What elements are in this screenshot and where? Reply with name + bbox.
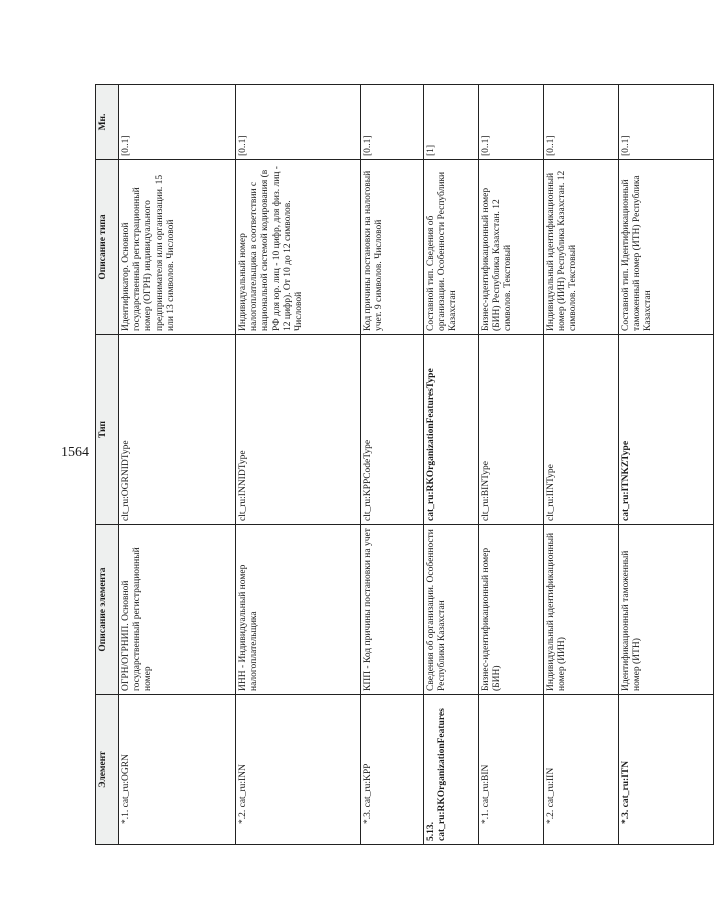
type-cell: clt_ru:IINType: [544, 335, 619, 525]
type-description-cell: Идентификатор. Основной государственный регистрационный номер (ОГРН) индивидуального предпринимателя или организации. 15 или 13 символов. Числовой: [119, 160, 236, 335]
element-cell: *.1. cat_ru:BIN: [479, 695, 544, 845]
multiplicity-cell: [0..1]: [544, 85, 619, 160]
type-cell: clt_ru:INNIDType: [236, 335, 361, 525]
description-cell: КПП - Код причины постановки на учет: [361, 525, 424, 695]
element-cell: *.3. cat_ru:ITN: [619, 695, 714, 845]
table-row: [361, 85, 424, 845]
type-cell: clt_ru:BINType: [479, 335, 544, 525]
type-cell: cat_ru:RKOrganizationFeaturesType: [424, 335, 479, 525]
table-row-group: [424, 85, 479, 845]
rotated-table-area: [95, 85, 654, 845]
element-cell: *.2. cat_ru:INN: [236, 695, 361, 845]
multiplicity-cell: [0..1]: [236, 85, 361, 160]
header-element: Элемент: [96, 695, 119, 845]
header-type: Тип: [96, 335, 119, 525]
table-row: [236, 85, 361, 845]
element-cell: *.1. cat_ru:OGRN: [119, 695, 236, 845]
multiplicity-cell: [0..1]: [361, 85, 424, 160]
type-cell: clt_ru:KPPCodeType: [361, 335, 424, 525]
rotated-table-container: [95, 85, 654, 845]
header-multiplicity: Мн.: [96, 85, 119, 160]
type-description-cell: Составной тип. Сведения об организации. Особенности Республики Казахстан: [424, 160, 479, 335]
header-description: Описание элемента: [96, 525, 119, 695]
description-cell: Идентификационный таможенный номер (ИТН): [619, 525, 714, 695]
description-cell: Сведения об организации. Особенности Республики Казахстан: [424, 525, 479, 695]
type-description-cell: Составной тип. Идентификационный таможенный номер (ИТН) Республика Казахстан: [619, 160, 714, 335]
table-row: [544, 85, 619, 845]
description-cell: ОГРН/ОГРНИП. Основной государственный регистрационный номер: [119, 525, 236, 695]
description-cell: Индивидуальный идентификационный номер (ИИН): [544, 525, 619, 695]
type-description-cell: Бизнес-идентификационный номер (БИН) Республика Казахстан. 12 символов. Текстовый: [479, 160, 544, 335]
elements-table: [95, 84, 714, 845]
type-description-cell: Код причины постановки на налоговый учет. 9 символов. Числовой: [361, 160, 424, 335]
multiplicity-cell: [0..1]: [479, 85, 544, 160]
multiplicity-cell: [1]: [424, 85, 479, 160]
header-type-description: Описание типа: [96, 160, 119, 335]
table-row: [479, 85, 544, 845]
multiplicity-cell: [0..1]: [119, 85, 236, 160]
type-cell: clt_ru:OGRNIDType: [119, 335, 236, 525]
element-cell: 5.13. cat_ru:RKOrganizationFeatures: [424, 695, 479, 845]
description-cell: Бизнес-идентификационный номер (БИН): [479, 525, 544, 695]
type-cell: cat_ru:ITNKZType: [619, 335, 714, 525]
type-description-cell: Индивидуальный номер налогоплательщика в соответствии с национальной системой кодирования (в РФ для юр. лиц - 10 цифр, для физ. лиц - 12 цифр). От 10 до 12 символов. Числовой: [236, 160, 361, 335]
element-cell: *.3. cat_ru:KPP: [361, 695, 424, 845]
element-cell: *.2. cat_ru:IIN: [544, 695, 619, 845]
table-row: [119, 85, 236, 845]
page-number-text: 1564: [61, 445, 89, 460]
multiplicity-cell: [0..1]: [619, 85, 714, 160]
description-cell: ИНН - Индивидуальный номер налогоплательщика: [236, 525, 361, 695]
table-row: [619, 85, 714, 845]
type-description-cell: Индивидуальный идентификационный номер (ИИН) Республика Казахстан. 12 символов. Текстовый: [544, 160, 619, 335]
table-header-row: [96, 85, 119, 845]
